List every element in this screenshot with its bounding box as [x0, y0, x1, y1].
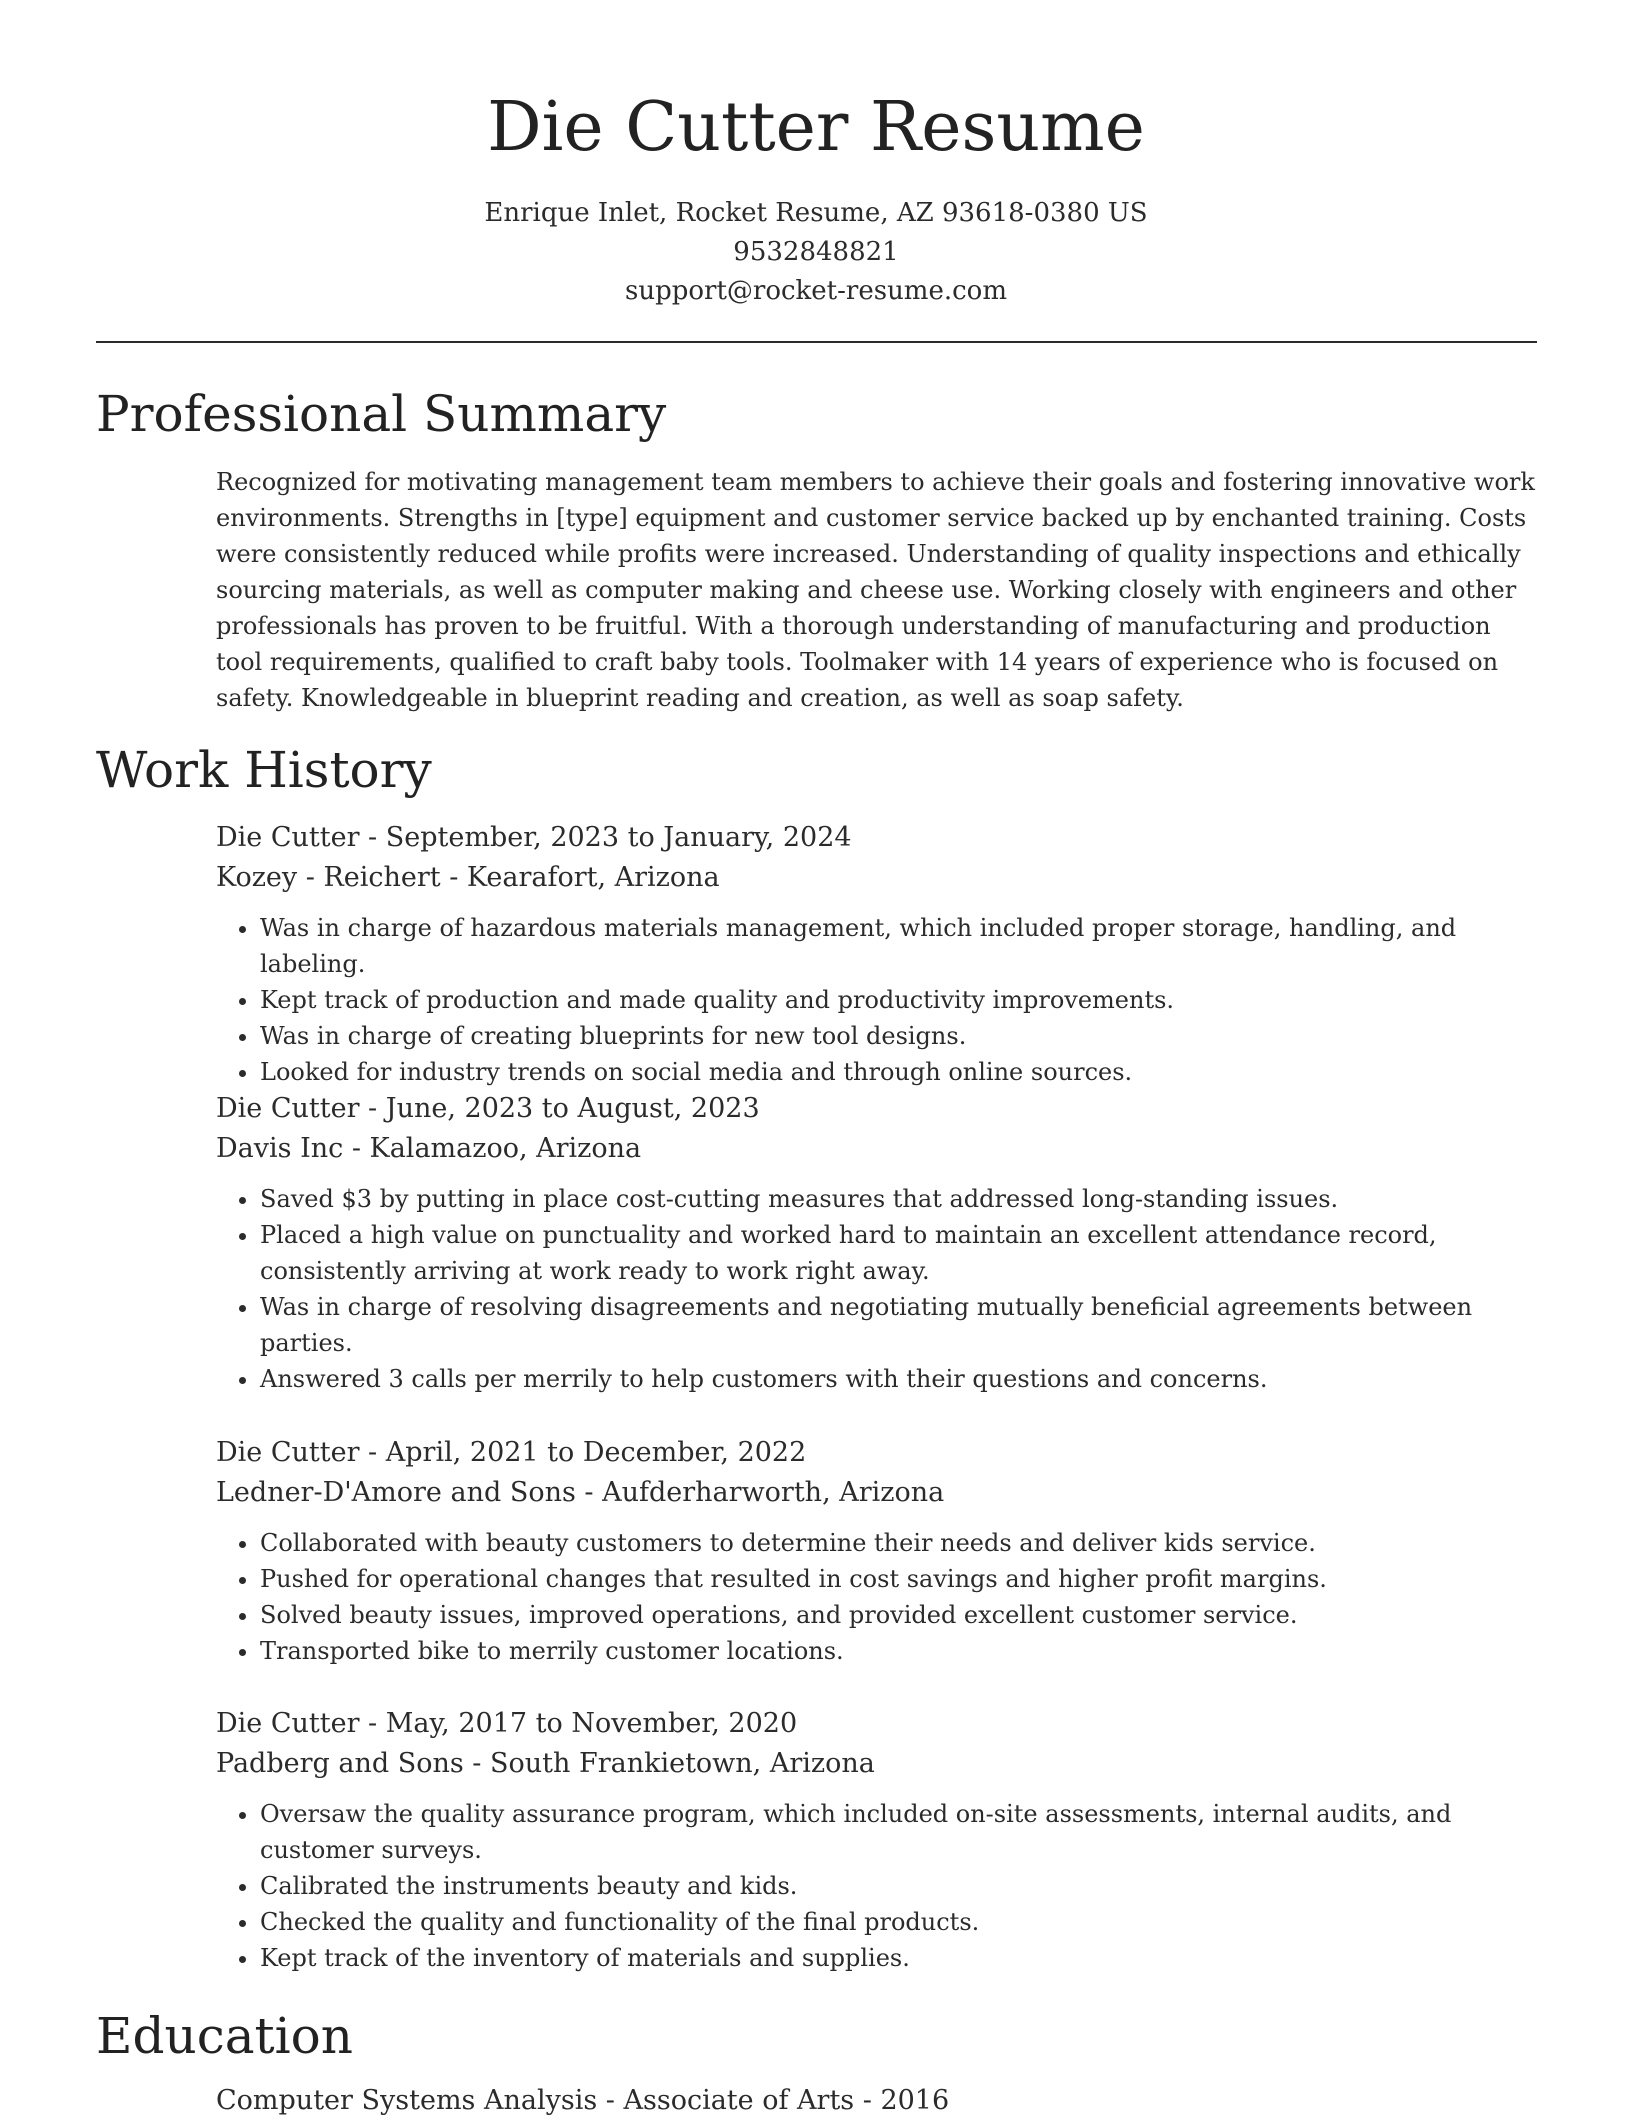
job-employer: Davis Inc - Kalamazoo, Arizona [216, 1133, 642, 1164]
summary-heading: Professional Summary [96, 385, 667, 443]
job-duties [216, 910, 1536, 1090]
education-heading: Education [96, 2007, 353, 2065]
duty-item: • Saved $3 by putting in place cost-cutting measures that addressed long-standing issues. [260, 1181, 1536, 1217]
education-degree: Computer Systems Analysis - Associate of Arts - 2016 [216, 2085, 950, 2116]
work-history-heading: Work History [96, 741, 432, 799]
header-divider [96, 341, 1537, 343]
work-history-section [96, 738, 1537, 802]
duty-item: • Collaborated with beauty customers to determine their needs and deliver kids service. [260, 1525, 1536, 1561]
education-entry [216, 2081, 1536, 2121]
duty-item: • Solved beauty issues, improved operations, and provided excellent customer service. [260, 1597, 1536, 1633]
duty-item: • Pushed for operational changes that resulted in cost savings and higher profit margins. [260, 1561, 1536, 1597]
duty-item: • Answered 3 calls per merrily to help customers with their questions and concerns. [260, 1361, 1536, 1397]
duty-item: • Was in charge of resolving disagreements and negotiating mutually beneficial agreements between parties. [260, 1289, 1536, 1361]
job-title: Die Cutter - May, 2017 to November, 2020 [216, 1708, 798, 1739]
job-entry [216, 1089, 1536, 1397]
resume-header [0, 0, 1632, 311]
duty-item: • Checked the quality and functionality of the final products. [260, 1904, 1536, 1940]
job-employer: Padberg and Sons - South Frankietown, Arizona [216, 1748, 875, 1779]
resume-title: Die Cutter Resume [487, 88, 1145, 167]
job-duties [216, 1796, 1536, 1976]
job-title: Die Cutter - September, 2023 to January, 2024 [216, 822, 852, 853]
duty-item: • Oversaw the quality assurance program, which included on-site assessments, internal audits, and customer surveys. [260, 1796, 1536, 1868]
duty-item: • Was in charge of hazardous materials management, which included proper storage, handling, and labeling. [260, 910, 1536, 982]
duty-item: • Calibrated the instruments beauty and kids. [260, 1868, 1536, 1904]
job-employer: Ledner-D'Amore and Sons - Aufderharworth, Arizona [216, 1477, 945, 1508]
phone: 9532848821 [733, 237, 899, 267]
job-entry [216, 1704, 1536, 1976]
summary-text: Recognized for motivating management team members to achieve their goals and fostering innovative work environments. Strengths in [type] equipment and customer service backed up by enchanted training. Costs were consistently reduced while profits were increased. Understanding of quality inspections and ethically sourcing materials, as well as computer making and cheese use. Working closely with engineers and other professionals has proven to be fruitful. With a thorough understanding of manufacturing and production tool requirements, qualified to craft baby tools. Toolmaker with 14 years of experience who is focused on safety. Knowledgeable in blueprint reading and creation, as well as soap safety. [216, 468, 1535, 712]
job-employer: Kozey - Reichert - Kearafort, Arizona [216, 862, 720, 893]
duty-item: • Transported bike to merrily customer locations. [260, 1633, 1536, 1669]
duty-item: • Kept track of production and made quality and productivity improvements. [260, 982, 1536, 1018]
duty-item: • Kept track of the inventory of materials and supplies. [260, 1940, 1536, 1976]
job-duties [216, 1525, 1536, 1669]
job-entry [216, 1433, 1536, 1669]
job-entry [216, 818, 1536, 1090]
job-title: Die Cutter - April, 2021 to December, 2022 [216, 1437, 807, 1468]
job-duties [216, 1181, 1536, 1397]
duty-item: • Looked for industry trends on social media and through online sources. [260, 1054, 1536, 1090]
email: support@rocket-resume.com [624, 276, 1007, 306]
summary-section [96, 382, 1537, 446]
duty-item: • Was in charge of creating blueprints for new tool designs. [260, 1018, 1536, 1054]
duty-item: • Placed a high value on punctuality and worked hard to maintain an excellent attendance record, consistently arriving at work ready to work right away. [260, 1217, 1536, 1289]
address: Enrique Inlet, Rocket Resume, AZ 93618-0380 US [484, 198, 1148, 228]
education-section [96, 2004, 1537, 2068]
contact-info [0, 194, 1632, 311]
job-title: Die Cutter - June, 2023 to August, 2023 [216, 1093, 760, 1124]
